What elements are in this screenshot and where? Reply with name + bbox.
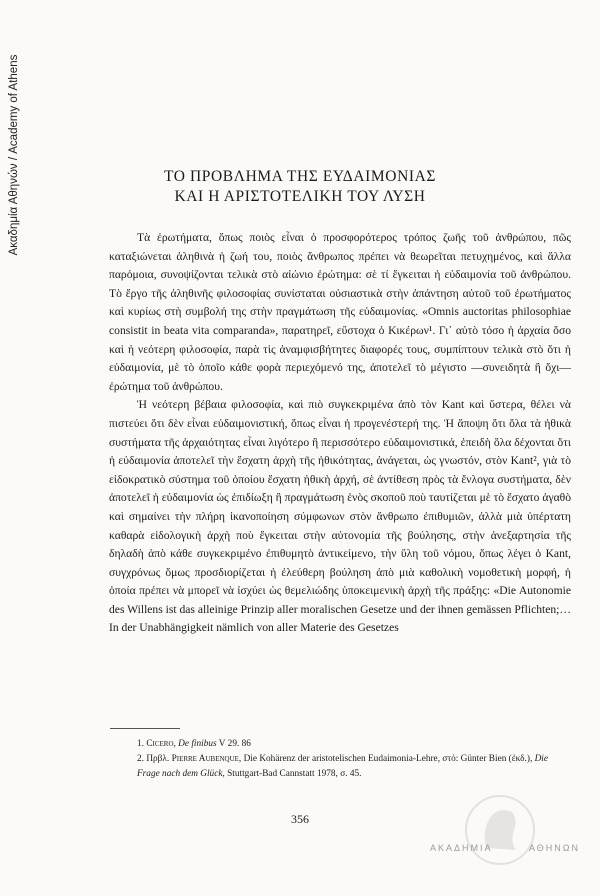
footnote-work-title: De finibus <box>178 739 217 749</box>
footnote-2 <box>109 752 571 782</box>
footnote-divider <box>110 728 180 729</box>
page-number: 356 <box>291 812 309 826</box>
footnote-reference: , Stuttgart-Bad Cannstatt 1978, σ. 45. <box>222 769 362 779</box>
footnote-author: Cicero <box>146 739 174 749</box>
academy-watermark-text <box>430 843 580 853</box>
footnote-1: 1. Cicero, De finibus V 29. 86 <box>137 739 251 749</box>
archive-side-label: Ακαδημία Αθηνών / Academy of Athens <box>8 54 20 256</box>
chapter-title-line-2: ΚΑΙ Η ΑΡΙΣΤΟΤΕΛΙΚΗ ΤΟΥ ΛΥΣΗ <box>174 188 426 205</box>
footnote-text: , Die Kohärenz der aristotelischen Eudaimonia-Lehre, στό: Günter Bien (ἐκδ.), <box>238 754 535 764</box>
paragraph: Ἡ νεότερη βέβαια φιλοσοφία, καὶ πιὸ συγκεκριμένα ἀπὸ τὸν Kant καὶ ὕστερα, θέλει νὰ πιστεύει ὅτι δὲν εἶναι εὐδαιμονιστική, ὅπως εἶναι ἡ προγενέστερή της. Ἡ ἄποψη ὅτι ὅλα τὰ ἠθικὰ συστήματα τῆς ἀρχαιότητας εἶναι λιγότερο ἢ περισσότερο εὐδαιμονιστικά, ἐπειδὴ ὅλα δέχονται ὅτι ἡ εὐδαιμονία ἀποτελεῖ τὴν ἔσχατη ἀρχὴ τῆς ἠθικότητας, ἀνάγεται, ὡς γνωστόν, στὸν Kant², γιὰ τὸ εἰδοκρατικὸ σύστημα τοῦ ὁποίου ἔσχατη ἠθικὴ ἀρχή, σὲ ἀντίθεση πρὸς τὰ ἔνλογα συστήματα, δὲν ἀποτελεῖ ἡ εὐδαιμονία ὡς ἐπιδίωξη ἢ πραγμάτωση ἑνὸς σκοποῦ ποὺ ταυτίζεται μὲ τὸ ἔσχατο ἀγαθὸ καὶ σημαίνει τὴν πλήρη ἱκανοποίηση σύμφωνων στὸν ἄνθρωπο ἐπιθυμιῶν, ἀλλὰ μιὰ ὑπέρτατη καθαρὰ εἰδολογικὴ ἀρχὴ ποὺ ἔγκειται στὴν αὐτονομία τῆς βούλησης, στὴν ἀνεξαρτησία τῆς δηλαδὴ ἀπὸ κάθε συγκεκριμένο ἐπιθυμητὸ ἀντικείμενο, τὴν ὕλη τοῦ νόμου, ὅπως λέγει ὁ Kant, συγχρόνως ὅμως προσδιορίζεται ἡ ἐλεύθερη βούληση ἀπὸ μιὰ καθολικὴ νομοθετικὴ μορφή, ἡ ὁποία πρέπει νὰ μπορεῖ νὰ ἰσχύει ὡς θεμελιώδης ὑποκειμενικὴ ἀρχὴ τῆς πράξης: «Die Autonomie des Willens ist das alleinige Prinzip aller moralischen Gesetze und der ihnen gemässen Pflichten;… In der Unabhängigkeit nämlich von aller Materie des Gesetzes <box>109 398 571 635</box>
footnote-number: 1. <box>137 739 144 749</box>
footnote-author: Pierre Aubenque <box>171 754 239 764</box>
footnote-work-title: Die Frage nach dem Glück <box>137 754 549 779</box>
chapter-title-line-1: ΤΟ ΠΡΟΒΛΗΜΑ ΤΗΣ ΕΥΔΑΙΜΟΝΙΑΣ <box>163 168 437 185</box>
footnote-prefix: Πρβλ. <box>146 754 172 764</box>
footnote-reference: V 29. 86 <box>216 739 251 749</box>
footnotes <box>109 737 571 782</box>
footnote-number: 2. <box>137 754 144 764</box>
body-text <box>109 229 571 638</box>
paragraph: Τὰ ἐρωτήματα, ὅπως ποιὸς εἶναι ὁ προσφορότερος τρόπος ζωῆς τοῦ ἀνθρώπου, πῶς καταξιώνεται ἀληθινὰ ἡ ζωή του, ποιὸς ἄνθρωπος πρέπει νὰ θεωρεῖται πετυχημένος, καὶ ἄλλα παρόμοια, συνοψίζονται τελικὰ στὸ αἰώνιο ἐρώτημα: σὲ τί ἔγκειται ἡ εὐδαιμονία τοῦ ἀνθρώπου. Τὸ ἔργο τῆς ἀληθινῆς φιλοσοφίας συνίσταται οὐσιαστικὰ στὴν ἀπάντηση αὐτοῦ τοῦ ἐρωτήματος καὶ κυρίως στὴ συμβολή της στὴν πραγμάτωση τῆς εὐδαιμονίας. «Omnis auctoritas philosophiae consistit in beata vita comparanda», παρατηρεῖ, εὔστοχα ὁ Κικέρων¹. Γι᾽ αὐτὸ τόσο ἡ ἀρχαία ὅσο καὶ ἡ νεότερη φιλοσοφία, παρὰ τὶς ἀναμφισβήτητες διαφορές τους, συμπίπτουν τελικὰ στὸ ὅτι ἡ εὐδαιμονία, μὲ τὸ ὁποῖο κάθε φορὰ περιεχόμενό της, ἀποτελεῖ τὸ μέγιστο —συνειδητὰ ἢ ὄχι— ἐρώτημα τοῦ ἀνθρώπου. <box>109 231 571 393</box>
watermark-right: ΑΘΗΝΩΝ <box>528 843 580 853</box>
watermark-left: ΑΚΑΔΗΜΙΑ <box>430 843 493 853</box>
chapter-title <box>0 167 600 207</box>
academy-seal-watermark <box>420 790 580 880</box>
